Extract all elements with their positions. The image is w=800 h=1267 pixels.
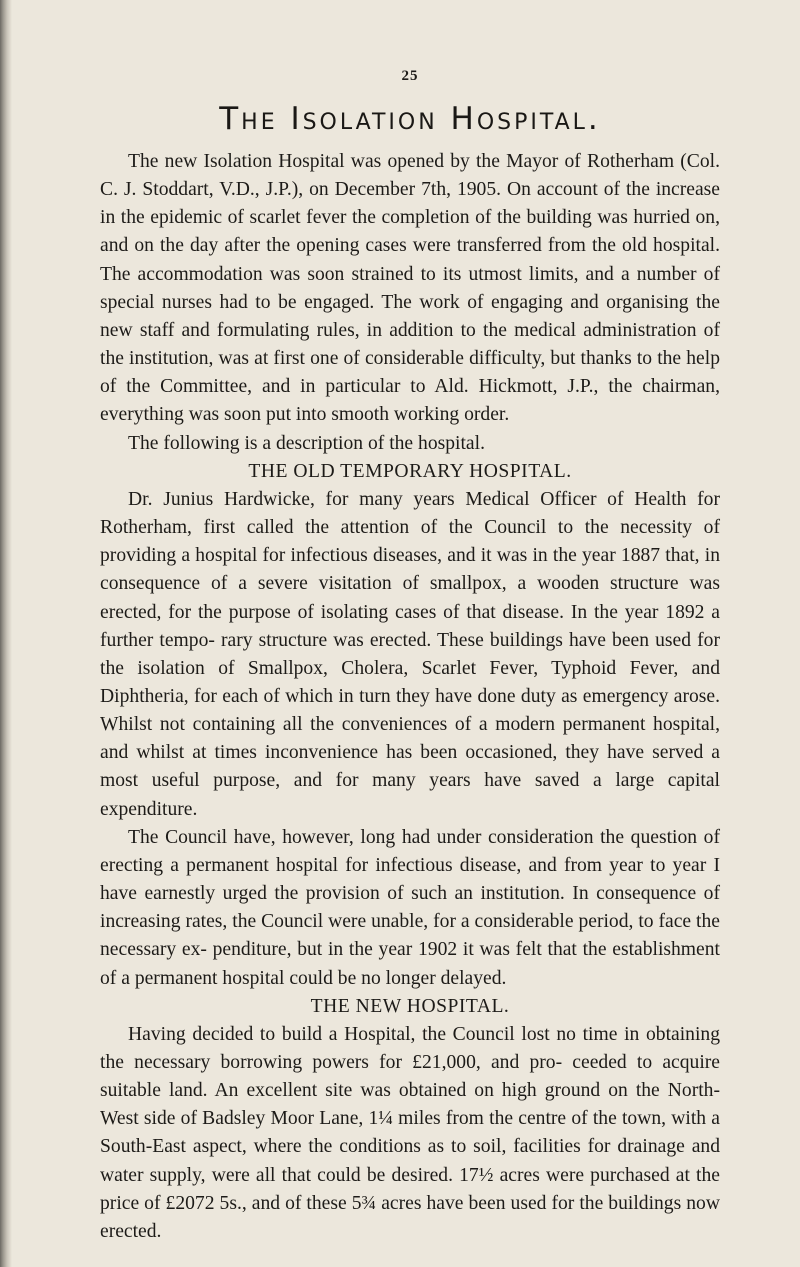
new-hospital-heading: THE NEW HOSPITAL. bbox=[310, 995, 510, 1017]
old-hospital-paragraph-1: Dr. Junius Hardwicke, for many years Medical Officer of Health for Rotherham, first called the attention of the Council to the necessity of providing a hospital for infectious diseases, and it was in the year 1887 that, in consequence of a severe visitation of smallpox, a wooden structure was erected, for the purpose of isolating cases of that disease. In the year 1892 a further tempo- rary structure was erected. These buildings have been used for the isolation of Smallpox, Cholera, Scarlet Fever, Typhoid Fever, and Diphtheria, for each of which in turn they have done duty as emergency arose. Whilst not containing all the conveniences of a modern permanent hospital, and whilst at times inconvenience has been occasioned, they have served a most useful purpose, and for many years have saved a large capital expenditure. bbox=[100, 488, 720, 820]
body-text bbox=[100, 148, 720, 1246]
intro-description-line: The following is a description of the hospital. bbox=[128, 432, 485, 454]
binding-edge bbox=[0, 0, 12, 1267]
new-hospital-paragraph-1: Having decided to build a Hospital, the Council lost no time in obtaining the necessary borrowing powers for £21,000, and pro- ceeded to acquire suitable land. An excellent site was obtained on high ground on the North-West side of Badsley Moor Lane, 1¼ miles from the centre of the town, with a South-East aspect, where the conditions as to soil, facilities for drainage and water supply, were all that could be desired. 17½ acres were purchased at the price of £2072 5s., and of these 5¾ acres have been used for the buildings now erected. bbox=[100, 1023, 720, 1242]
page-number: 25 bbox=[401, 68, 419, 84]
old-hospital-paragraph-2: The Council have, however, long had under consideration the question of erecting a permanent hospital for infectious disease, and from year to year I have earnestly urged the provision of such an institution. In consequence of increasing rates, the Council were unable, for a considerable period, to face the necessary ex- penditure, but in the year 1902 it was felt that the establishment of a permanent hospital could be no longer delayed. bbox=[100, 826, 720, 989]
intro-paragraph: The new Isolation Hospital was opened by the Mayor of Rotherham (Col. C. J. Stoddart, V.D., J.P.), on December 7th, 1905. On account of the increase in the epidemic of scarlet fever the completion of the building was hurried on, and on the day after the opening cases were transferred from the old hospital. The accommodation was soon strained to its utmost limits, and a number of special nurses had to be engaged. The work of engaging and organising the new staff and formulating rules, in addition to the medical administration of the institution, was at first one of considerable difficulty, but thanks to the help of the Committee, and in particular to Ald. Hickmott, J.P., the chairman, everything was soon put into smooth working order. bbox=[100, 151, 720, 426]
chapter-title: The Isolation Hospital. bbox=[219, 101, 601, 137]
old-hospital-heading: THE OLD TEMPORARY HOSPITAL. bbox=[248, 460, 572, 482]
